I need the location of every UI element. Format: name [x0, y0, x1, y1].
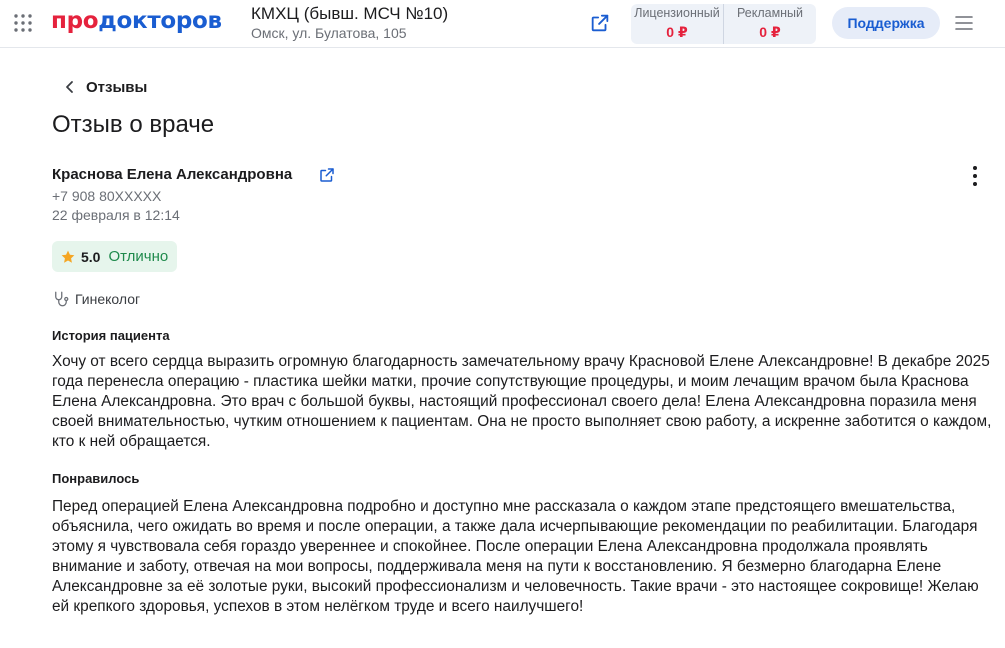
license-balance: [631, 4, 723, 44]
doctor-specialty: [52, 290, 140, 308]
liked-text: Перед операцией Елена Александровна подробно и доступно мне рассказала о каждом этапе предстоящего вмешательства, объяснила, чего ожидать во время и после операции, а также дала исчерпывающие рекомендации по реабилитации. Благодаря этому я чувствовала себя гораздо увереннее и спокойнее. После операции Елена Александровна продолжала проявлять внимание и заботу, отвечая на мои вопросы, поддерживала меня на пути к восстановлению. Я безмерно благодарна Елене Александровне за её золотые руки, высокий профессионализм и человечность. Такие врачи - это настоящее сокровище! Желаю ей крепкого здоровья, успехов в этом нелёгком труде и всего наилучшего!: [52, 498, 979, 615]
clinic-name[interactable]: КМХЦ (бывш. МСЧ №10): [251, 4, 449, 23]
back-link-label: Отзывы: [86, 78, 148, 96]
menu-icon[interactable]: [954, 14, 974, 32]
ads-balance-value: 0 ₽: [759, 24, 781, 40]
review-date: 22 февраля в 12:14: [52, 207, 180, 223]
logo[interactable]: [51, 6, 222, 36]
license-balance-value: 0 ₽: [666, 24, 688, 40]
liked-title: Понравилось: [52, 471, 140, 486]
star-icon: [60, 249, 76, 265]
ads-balance: [723, 4, 816, 44]
logo-part-pro: про: [51, 8, 99, 34]
story-text: Хочу от всего сердца выразить огромную благодарность замечательному врачу Красновой Елене Александровне! В декабре 2025 года перенесла операцию - пластика шейки матки, прочие сопутствующие процедуры, и моим лечащим врачом была Краснова Елена Александровна. Это врач с большой буквы, настоящий профессионал своего дела! Елена Александровна поразила меня своей внимательностью, чутким отношением к пациентам. Она не просто выполняет свою работу, а искренне заботится о каждом, кто к ней обращается.: [52, 353, 992, 450]
page-title: Отзыв о враче: [52, 111, 215, 138]
license-balance-label: Лицензионный: [634, 6, 720, 20]
rating-word: Отлично: [108, 248, 169, 265]
patient-phone: +7 908 80XXXXX: [52, 188, 162, 204]
story-title: История пациента: [52, 328, 170, 343]
apps-grid-icon[interactable]: [14, 14, 32, 32]
external-link-icon[interactable]: [589, 12, 611, 34]
clinic-address: Омск, ул. Булатова, 105: [251, 25, 407, 41]
stethoscope-icon: [52, 290, 70, 308]
support-button[interactable]: Поддержка: [832, 7, 940, 39]
rating-badge: [52, 241, 177, 272]
kebab-icon[interactable]: [966, 164, 984, 188]
back-to-reviews-link[interactable]: [62, 76, 147, 98]
chevron-left-icon: [62, 79, 78, 95]
balance-panel: [631, 4, 816, 44]
rating-score: 5.0: [81, 248, 101, 265]
top-bar: [0, 0, 1005, 48]
specialty-label: Гинеколог: [75, 291, 141, 307]
logo-part-doktorov: докторов: [98, 8, 222, 34]
ads-balance-label: Рекламный: [736, 6, 804, 20]
doctor-name-link[interactable]: Краснова Елена Александровна: [52, 166, 293, 183]
external-link-icon[interactable]: [318, 166, 336, 184]
